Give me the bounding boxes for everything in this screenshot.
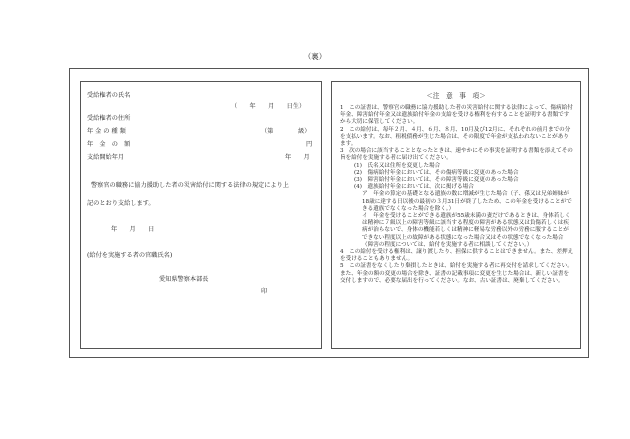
note-item: ア 年金の算定の基礎となる遺族の数に増減が生じた場合（子、孫又は兄弟姉妹が18歳に達する日以後の最初の３月31日が終了したため、この年金を受けることができる遺族でなくなった場合を除く。） [362,191,572,212]
notes-panel [331,81,581,349]
note-item: イ 年金を受けることができる遺族が55歳未満の妻だけであるときは、身体若しくは精神に７級以上の障害等級に該当する程度の障害がある状態又は負傷若しくは疾病が治らないで、身体の機能若しくは精神に軽易な労務以外の労務に服することができない程度以上の故障がある状態になった場合又はその状態でなくなった場合（障害の程度については、給付を実施する者に相談してください。） [362,213,571,248]
pension-type-label: 年 金 の 種 類 [87,128,126,135]
note-item: (3) 障害給付年金においては、その障害等級に変更のあった場合 [354,177,519,184]
note-item: (2) 傷病給付年金においては、その傷病等級に変更のあった場合 [354,169,519,176]
issuer-name: 愛知県警察本部長 [159,276,209,283]
pension-amount-unit: 円 [306,141,313,148]
page-side-label: （裏） [303,52,327,61]
official-name-label: (給付を実施する者の官職氏名) [87,252,173,259]
payment-start-value: 年 月 [285,154,310,161]
note-item: 4 この給付を受ける権利は、譲り渡したり、担保に供することはできません。また、差押えを受けることもありません。 [340,249,574,263]
certification-text-line1: 警察官の職務に協力援助した者の災害給付に関する法律の規定により上 [91,182,289,189]
certification-text-line2: 記のとおり支給します。 [87,200,155,207]
note-item: 5 この証書をなくしたり棄損したときは、給付を実施する者に再交付を請求してください。また、年金の額の変更の場合を除き、証書の記載事項に変更を生じた場合は、新しい証書を交付しますので、必要な届出を行ってください。なお、古い証書は、廃棄してください。 [340,263,573,284]
recipient-name-label: 受給権者の氏名 [87,92,131,99]
seal-mark: 印 [261,288,268,295]
note-item: 2 この給付は、毎年２月、４月、６月、８月、10月及び12月に、それぞれの前月までの分を支払います。なお、租税債務が生じた場合は、その限度で年金が支払われないことがあります。 [340,126,571,148]
birth-date-field: （ 年 月 日生） [231,103,306,110]
pension-type-grade: （第 級） [261,128,311,135]
payment-start-label: 支給開始年月 [87,154,125,161]
recipient-address-label: 受給権者の住所 [87,115,131,122]
note-item: (1) 氏名又は住所を変更した場合 [354,162,441,169]
certificate-panel [80,81,322,349]
note-item: 1 この証書は、警察官の職務に協力援助した者の災害給付に関する法律によって、傷病給付年金、障害給付年金又は遺族給付年金の支給を受ける権利を有することを証明する書類ですから大切に保管してください。 [340,105,573,126]
issue-date: 年 月 日 [111,226,155,233]
note-item: (4) 遺族給付年金においては、次に掲げる場合 [354,184,474,191]
note-item: 3 次の場合に該当することとなったときは、速やかにその事実を証明する書類を添えてその旨を給付を実施する者に届け出てください。 [340,148,573,162]
notes-list [340,105,574,285]
notes-title: ＜注 意 事 項＞ [426,92,486,100]
pension-amount-label: 年 金 の 額 [87,141,131,148]
